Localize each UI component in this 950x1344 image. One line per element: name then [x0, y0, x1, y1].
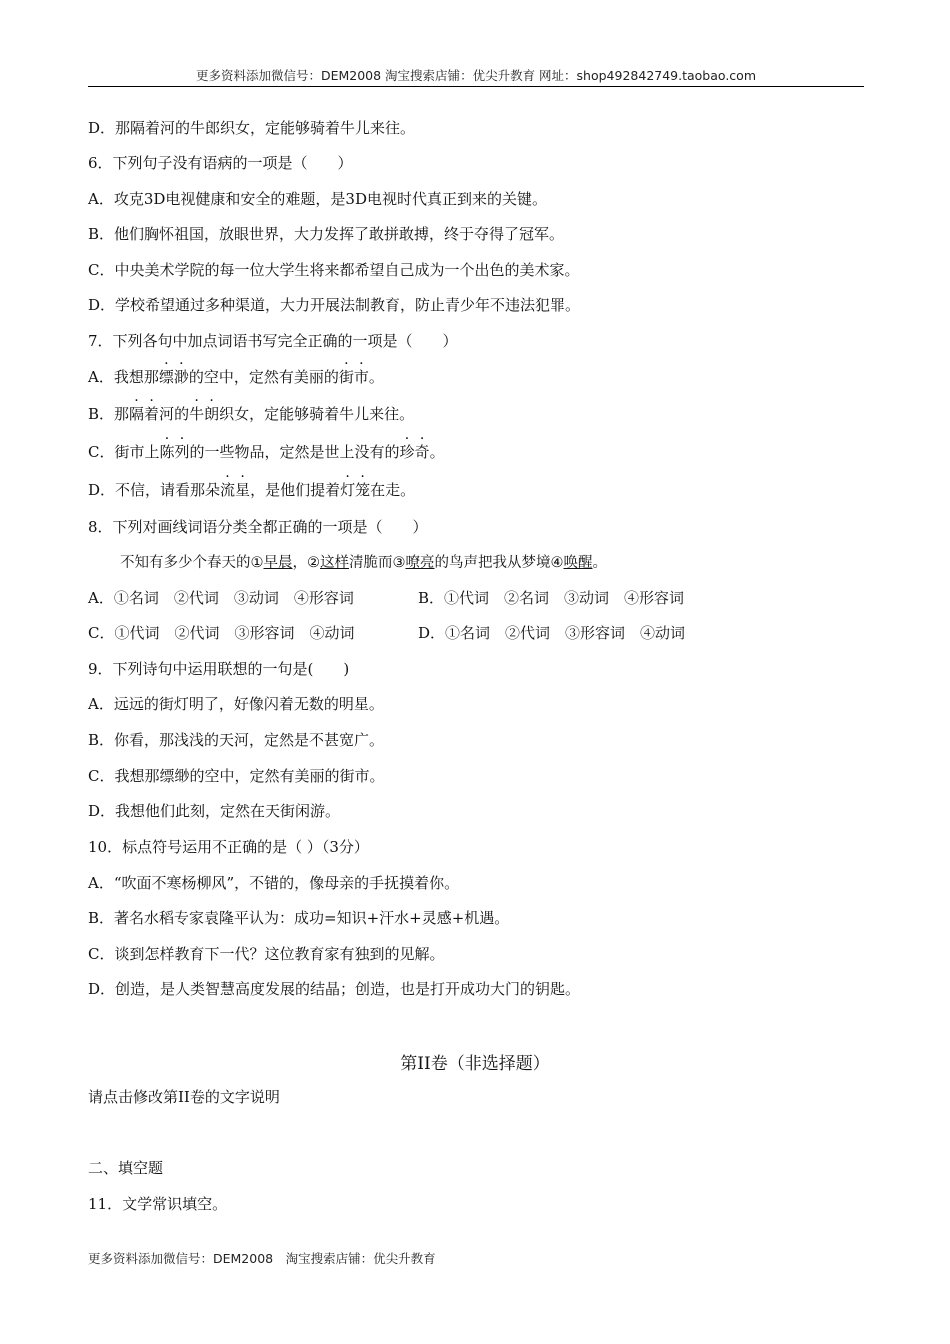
q9-option-b: B．你看，那浅浅的天河，定然是不甚宽广。 — [88, 731, 385, 749]
q7-option-a: A．我想那缥渺的空中，定然有美丽的街市。 — [88, 368, 384, 386]
q10-option-d: D．创造，是人类智慧高度发展的结晶；创造，也是打开成功大门的钥匙。 — [88, 980, 581, 998]
q10-option-b: B．著名水稻专家袁隆平认为：成功=知识+汗水+灵感+机遇。 — [88, 909, 510, 927]
q8-option-d: D．①名词 ②代词 ③形容词 ④动词 — [418, 624, 686, 642]
q8-option-c: C．①代词 ②代词 ③形容词 ④动词 — [88, 624, 355, 642]
q9-option-c: C．我想那缥缈的空中，定然有美丽的街市。 — [88, 767, 385, 785]
q8-sentence: 不知有多少个春天的①早晨，②这样清脆而③嘹亮的鸟声把我从梦境④唤醒。 — [120, 555, 607, 571]
question-9: 9．下列诗句中运用联想的一句是( ) — [88, 660, 350, 678]
section-2-note: 请点击修改第II卷的文字说明 — [88, 1088, 280, 1106]
q7-option-b: B．那隔着河的牛朗织女，定能够骑着牛儿来往。 — [88, 405, 415, 423]
q10-option-c: C．谈到怎样教育下一代？这位教育家有独到的见解。 — [88, 945, 445, 963]
q6-option-b: B．他们胸怀祖国，放眼世界，大力发挥了敢拼敢搏，终于夺得了冠军。 — [88, 225, 565, 243]
q9-option-a: A．远远的街灯明了，好像闪着无数的明星。 — [88, 695, 384, 713]
q8-option-a: A．①名词 ②代词 ③动词 ④形容词 — [88, 589, 354, 607]
section-2-title: 第II卷（非选择题） — [400, 1054, 550, 1074]
part-2-heading: 二、填空题 — [88, 1159, 164, 1177]
question-7: 7．下列各句中加点词语书写完全正确的一项是（ ） — [88, 332, 458, 350]
page-header: 更多资料添加微信号：DEM2008 淘宝搜索店铺：优尖升教育 网址：shop492842749.taobao.com — [195, 68, 757, 83]
question-11: 11．文学常识填空。 — [88, 1195, 228, 1213]
q10-option-a: A．“吹面不寒杨柳风”，不错的，像母亲的手抚摸着你。 — [88, 874, 460, 892]
q6-option-c: C．中央美术学院的每一位大学生将来都希望自己成为一个出色的美术家。 — [88, 261, 580, 279]
q6-option-d: D．学校希望通过多种渠道，大力开展法制教育，防止青少年不违法犯罪。 — [88, 296, 581, 314]
q7-option-c: C．街市上陈列的一些物品，定然是世上没有的珍奇。 — [88, 443, 445, 461]
option-line: D．那隔着河的牛郎织女，定能够骑着牛儿来往。 — [88, 119, 416, 137]
q6-option-a: A．攻克3D电视健康和安全的难题，是3D电视时代真正到来的关键。 — [88, 190, 547, 208]
header-rule — [88, 86, 864, 87]
question-8: 8．下列对画线词语分类全都正确的一项是（ ） — [88, 518, 428, 536]
q7-option-d: D．不信，请看那朵流星，是他们提着灯笼在走。 — [88, 481, 416, 499]
page-footer: 更多资料添加微信号：DEM2008 淘宝搜索店铺：优尖升教育 — [88, 1251, 436, 1266]
q9-option-d: D．我想他们此刻，定然在天街闲游。 — [88, 802, 341, 820]
q8-option-b: B．①代词 ②名词 ③动词 ④形容词 — [418, 589, 685, 607]
question-10: 10．标点符号运用不正确的是（ ）（3分） — [88, 838, 369, 856]
question-6: 6．下列句子没有语病的一项是（ ） — [88, 154, 353, 172]
